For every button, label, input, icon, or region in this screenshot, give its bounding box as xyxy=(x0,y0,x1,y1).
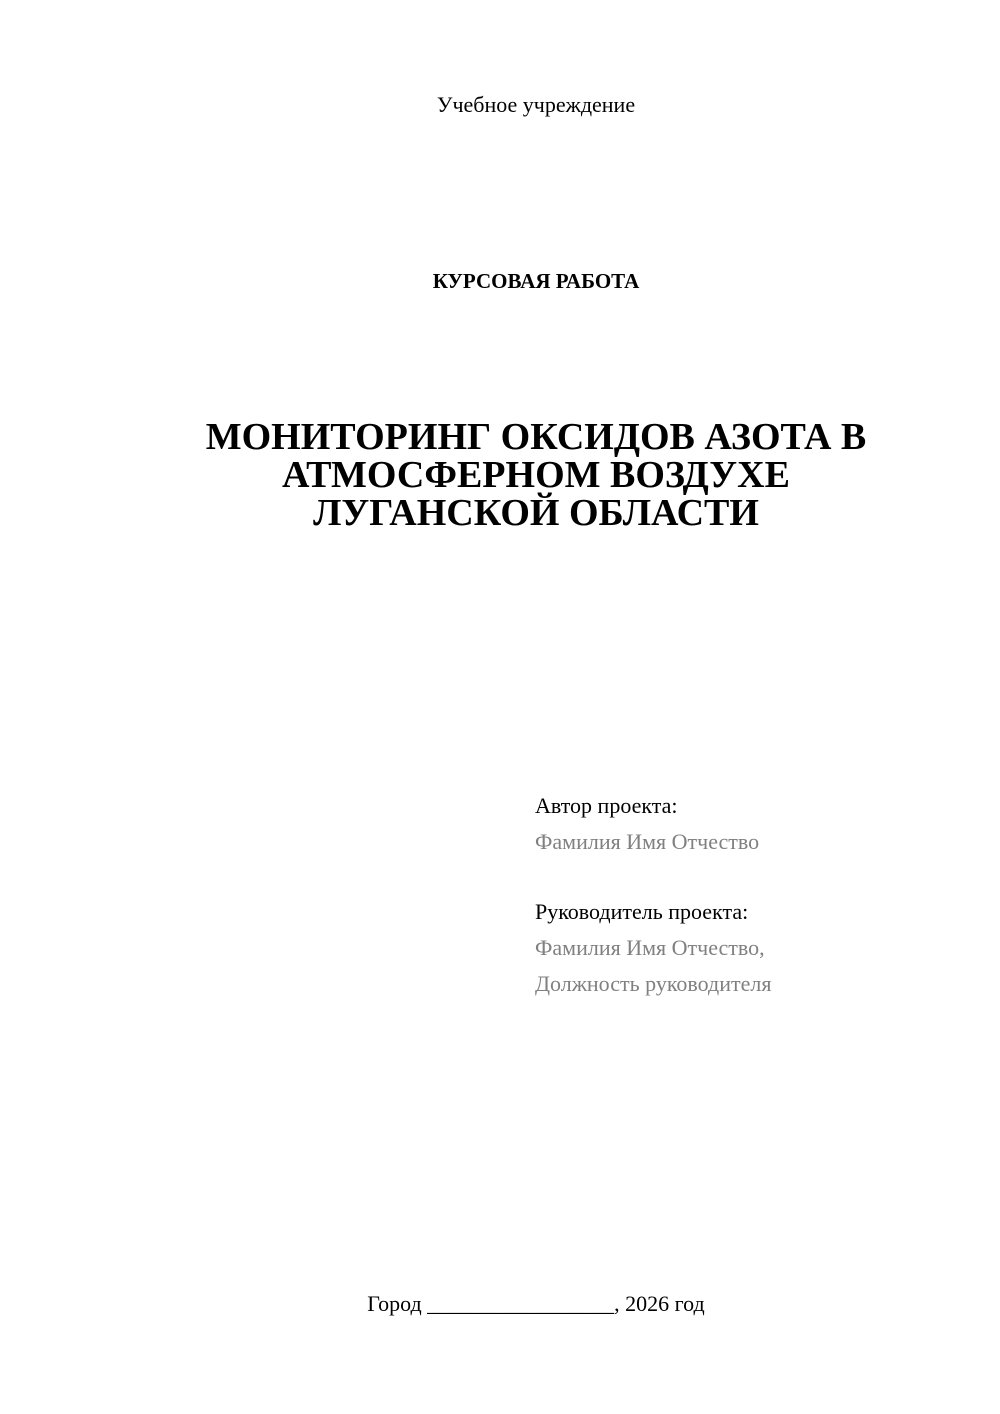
author-name: Фамилия Имя Отчество xyxy=(535,829,760,854)
document-title xyxy=(150,418,922,532)
supervisor-label: Руководитель проекта: xyxy=(535,899,749,924)
author-label: Автор проекта: xyxy=(535,793,678,818)
title-line-1: МОНИТОРИНГ ОКСИДОВ АЗОТА В xyxy=(205,416,867,458)
author-block xyxy=(535,788,975,860)
city-blank: _________________ xyxy=(427,1291,615,1316)
supervisor-name: Фамилия Имя Отчество, xyxy=(535,935,765,960)
credits-block xyxy=(535,788,975,1036)
title-line-2: АТМОСФЕРНОМ ВОЗДУХЕ xyxy=(282,454,790,496)
document-type: КУРСОВАЯ РАБОТА xyxy=(432,269,640,293)
institution-name: Учебное учреждение xyxy=(436,92,636,117)
supervisor-position: Должность руководителя xyxy=(535,971,772,996)
supervisor-block xyxy=(535,894,975,1002)
city-label: Город xyxy=(367,1291,422,1316)
footer-city-year xyxy=(0,1288,1000,1320)
title-line-3: ЛУГАНСКОЙ ОБЛАСТИ xyxy=(313,492,759,534)
year-text: , 2026 год xyxy=(614,1291,705,1316)
